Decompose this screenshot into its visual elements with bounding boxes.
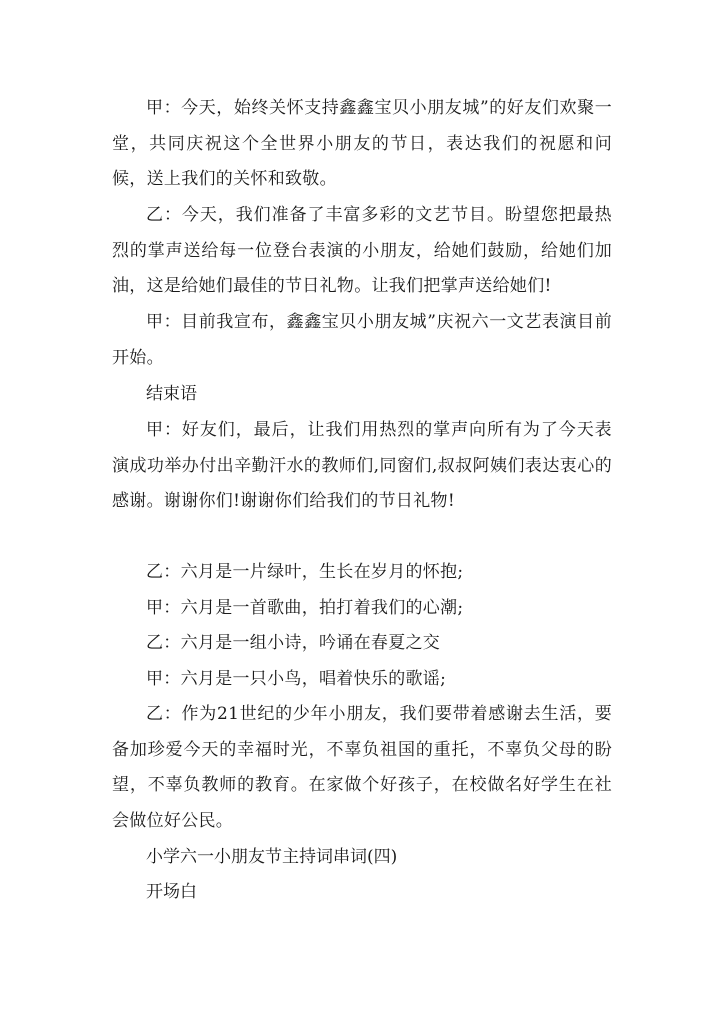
paragraph-june-bird: 甲：六月是一只小鸟，唱着快乐的歌谣;: [146, 669, 447, 689]
paragraph-opening-jia: 甲：今天，始终关怀支持鑫鑫宝贝小朋友城”的好友们欢聚一堂，共同庆祝这个全世界小朋友的节日，表达我们的祝愿和问候，送上我们的关怀和致敬。: [112, 98, 612, 189]
paragraph-june-song: 甲：六月是一首歌曲，拍打着我们的心潮;: [146, 598, 464, 618]
section-heading-part-four: 小学六一小朋友节主持词串词(四): [146, 847, 398, 867]
section-heading-opening: 开场白: [146, 882, 197, 902]
paragraph-closing-pledge: 乙：作为21世纪的少年小朋友，我们要带着感谢去生活，要备加珍爱今天的幸福时光，不辜负祖国的重托，不辜负父母的盼望，不辜负教师的教育。在家做个好孩子，在校做名好学生在社会做位好公民。: [112, 704, 612, 831]
paragraph-june-poem: 乙：六月是一组小诗，吟诵在春夏之交: [146, 633, 441, 653]
paragraph-announce-start: 甲：目前我宣布，鑫鑫宝贝小朋友城”庆祝六一文艺表演目前开始。: [112, 312, 612, 368]
section-heading-closing: 结束语: [146, 384, 197, 404]
paragraph-opening-yi: 乙：今天，我们准备了丰富多彩的文艺节目。盼望您把最热烈的掌声送给每一位登台表演的小朋友，给她们鼓励，给她们加油，这是给她们最佳的节日礼物。让我们把掌声送给她们!: [112, 205, 612, 296]
paragraph-closing-thanks: 甲：好友们，最后，让我们用热烈的掌声向所有为了今天表演成功举办付出辛勤汗水的教师们,同窗们,叔叔阿姨们表达衷心的感谢。谢谢你们!谢谢你们给我们的节日礼物!: [112, 420, 612, 511]
paragraph-june-leaf: 乙：六月是一片绿叶，生长在岁月的怀抱;: [146, 562, 464, 582]
